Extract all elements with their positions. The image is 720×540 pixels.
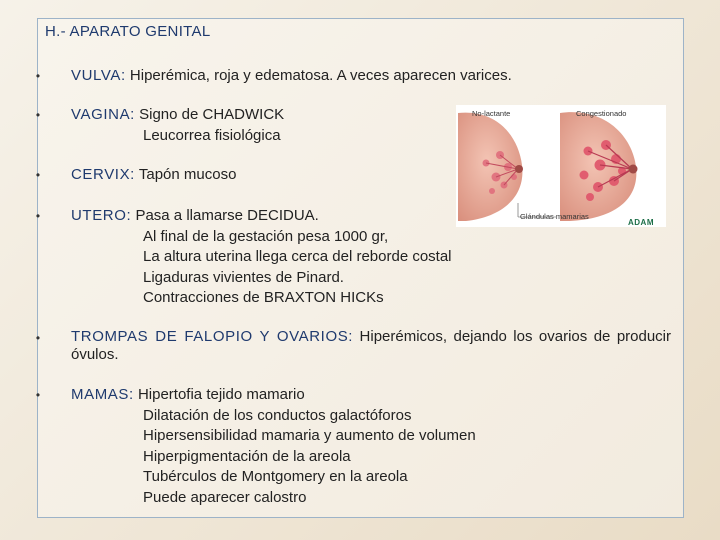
item-label: UTERO: xyxy=(71,207,132,224)
item-text xyxy=(71,385,671,508)
item-line: Hiperpigmentación de la areola xyxy=(143,447,351,465)
item-line: Contracciones de BRAXTON HICKs xyxy=(143,289,384,306)
breast-diagram xyxy=(456,105,666,227)
item-line: Ligaduras vivientes de Pinard. xyxy=(143,268,344,286)
item-line: Tubérculos de Montgomery en la areola xyxy=(143,468,408,485)
item-label: CERVIX: xyxy=(71,166,135,183)
item-line: Puede aparecer calostro xyxy=(143,488,307,506)
breast-shape-left xyxy=(458,113,522,221)
item-text xyxy=(71,328,671,364)
item-line: Signo de CHADWICK xyxy=(139,106,285,123)
label-glandulas: Glándulas mamarias xyxy=(520,212,589,221)
slide-title: H.- APARATO GENITAL xyxy=(45,23,211,40)
item-label: VULVA: xyxy=(71,67,126,84)
label-no-lactante: No-lactante xyxy=(472,109,511,118)
item-text xyxy=(71,66,671,87)
content-panel xyxy=(37,18,684,518)
item-line: Leucorrea fisiológica xyxy=(143,126,281,144)
item-line: La altura uterina llega cerca del reborde costal xyxy=(143,248,452,265)
item-line: Dilatación de los conductos galactóforos xyxy=(143,406,412,424)
bullet: • xyxy=(35,388,41,402)
label-congestionado: Congestionado xyxy=(576,109,627,118)
item-label: MAMAS: xyxy=(71,386,134,403)
bullet: • xyxy=(35,209,41,223)
item-label: VAGINA: xyxy=(71,106,135,123)
breast-illustration xyxy=(456,105,666,227)
item-line: Hipertofia tejido mamario xyxy=(137,386,305,403)
bullet: • xyxy=(35,69,41,83)
item-line: Pasa a llamarse DECIDUA. xyxy=(135,207,319,224)
item-line: Hipersensibilidad mamaria y aumento de volumen xyxy=(143,427,476,444)
bullet: • xyxy=(35,168,41,182)
item-line: Hiperémica, roja y edematosa. A veces aparecen varices. xyxy=(129,67,512,84)
item-label: TROMPAS DE FALOPIO Y OVARIOS: xyxy=(71,328,354,345)
bullet: • xyxy=(35,108,41,122)
item-line: Hiperémicos, dejando los ovarios de producir óvulos. xyxy=(71,328,672,363)
adam-logo: ADAM xyxy=(628,218,654,227)
nipple-right xyxy=(629,165,638,174)
nipple-left xyxy=(515,165,523,173)
bullet: • xyxy=(35,331,41,345)
item-line: Al final de la gestación pesa 1000 gr, xyxy=(143,227,389,245)
item-line: Tapón mucoso xyxy=(138,166,237,183)
